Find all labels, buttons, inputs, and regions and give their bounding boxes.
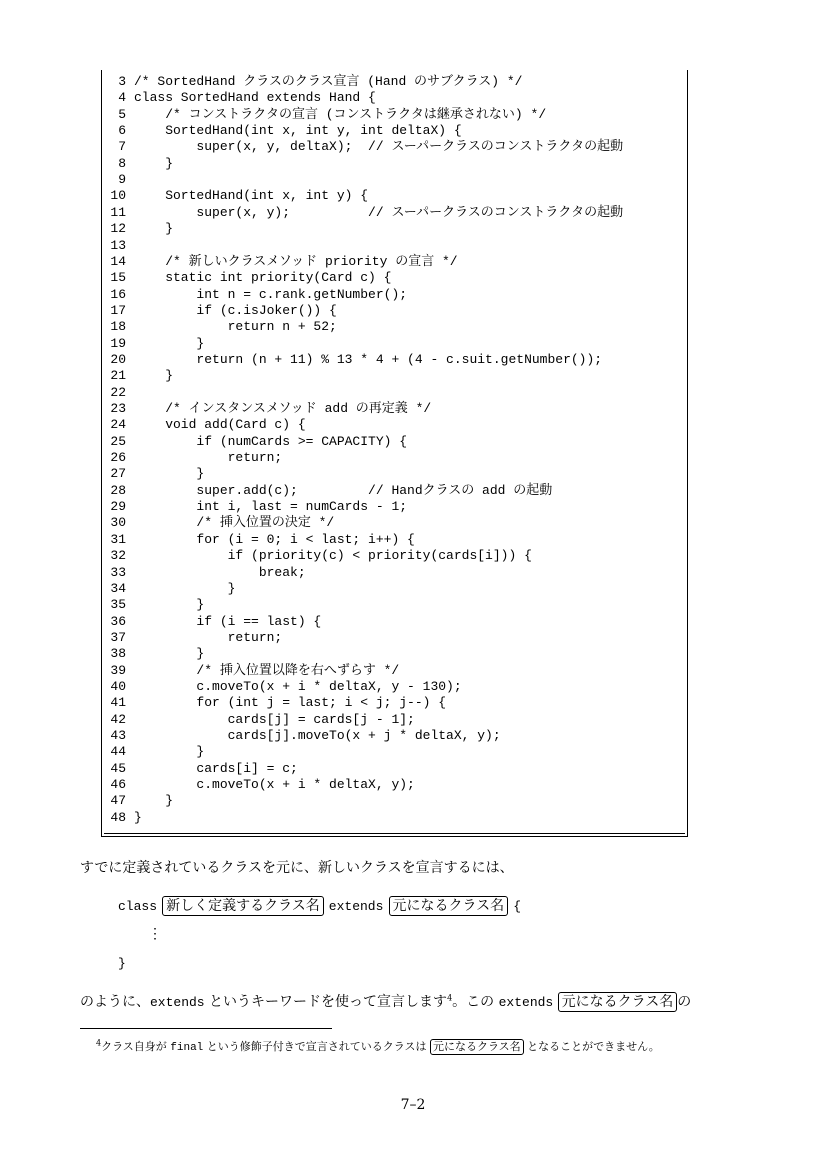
code-text: } [134,597,205,613]
code-line [102,777,415,793]
footnote-base-class-name-box: 元になるクラス名 [430,1039,524,1055]
code-line [102,466,204,482]
code-text: for (i = 0; i < last; i++) { [134,531,415,547]
code-listing [101,70,688,837]
code-text: void add(Card c) { [134,417,306,433]
code-text: int n = c.rank.getNumber(); [134,286,408,302]
code-text: cards[j] = cards[j - 1]; [134,711,415,727]
code-text: return; [134,450,283,466]
code-text: } [134,580,236,596]
footnote-number: 4 [96,1038,102,1048]
intro-paragraph: すでに定義されているクラスを元に、新しいクラスを宣言するには、 [80,860,514,876]
code-line [102,434,407,450]
code-line [102,139,623,155]
line-number: 14 [110,253,126,269]
code-line [102,630,282,646]
footnote-mark: 4 [447,993,453,1003]
line-number: 20 [110,351,126,367]
line-number: 30 [110,515,126,531]
footnote-rule [80,1028,332,1029]
line-number: 35 [110,597,126,613]
code-line [102,646,204,662]
code-text: /* 新しいクラスメソッド priority の宣言 */ [134,253,458,269]
line-number: 6 [118,123,126,139]
line-number: 31 [110,531,126,547]
code-line [102,581,235,597]
code-line [102,90,376,106]
code-text [126,172,134,187]
code-line [102,744,204,760]
line-number: 3 [118,74,126,89]
line-number: 5 [118,106,126,122]
code-text: super.add(c); // Handクラスの add の起動 [134,482,553,498]
code-line [102,352,602,368]
footnote-part-2: という修飾子付きで宣言されているクラスは [203,1040,430,1053]
code-line [102,499,407,515]
code-line [102,205,623,221]
line-number: 4 [118,90,126,106]
code-line [102,385,134,401]
code-text: return n + 52; [134,319,337,335]
line-number: 17 [110,302,126,318]
code-line [102,303,337,319]
code-line [102,254,458,270]
explain-part-1: のように、 [80,994,150,1010]
code-line [102,483,552,499]
line-number: 25 [110,433,126,449]
footnote [96,1038,660,1055]
explain-part-2: というキーワードを使って宣言します [204,994,448,1010]
code-text: } [134,646,205,662]
code-text: if (c.isJoker()) { [134,302,337,318]
code-text: return; [134,629,283,645]
line-number: 18 [110,319,126,335]
line-number: 28 [110,482,126,498]
code-line [102,188,368,204]
code-text: /* SortedHand クラスのクラス宣言 (Hand のサブクラス) */ [134,74,523,89]
explain-part-3: 。この [452,994,499,1010]
code-text: } [134,744,205,760]
code-text: c.moveTo(x + i * deltaX, y); [134,777,415,793]
code-line [102,565,306,581]
line-number: 9 [118,172,126,188]
code-text: } [134,221,174,237]
line-number: 48 [110,809,126,825]
extends-keyword: extends [328,899,384,914]
line-number: 15 [110,270,126,286]
code-text: cards[i] = c; [134,760,298,776]
code-text: int i, last = numCards - 1; [134,499,408,515]
code-line [102,156,173,172]
code-line [102,450,282,466]
code-text: for (int j = last; i < j; j--) { [134,695,447,711]
code-text: return (n + 11) % 13 * 4 + (4 - c.suit.getNumber()); [134,351,603,367]
code-text: /* 挿入位置の決定 */ [134,515,335,531]
class-keyword: class [118,899,158,914]
line-number: 12 [110,221,126,237]
line-number: 19 [110,335,126,351]
line-number: 26 [110,450,126,466]
code-text: /* コンストラクタの宣言 (コンストラクタは継承されない) */ [134,106,547,122]
line-number: 10 [110,188,126,204]
line-number: 42 [110,711,126,727]
open-brace: { [513,899,521,914]
code-line [102,810,142,826]
explain-part-4: の [677,994,692,1010]
code-text: } [134,793,174,809]
syntax-line-1 [118,895,521,916]
page-number: 7–2 [400,1097,426,1113]
line-number: 23 [110,401,126,416]
code-text: if (i == last) { [134,613,322,629]
code-text [126,385,134,400]
code-line [102,368,173,384]
code-line [102,761,298,777]
code-line [102,123,462,139]
line-number: 29 [110,499,126,515]
code-line [102,172,134,188]
line-number: 46 [110,777,126,793]
code-line [102,728,501,744]
code-line [102,417,306,433]
code-line [102,695,446,711]
close-brace: } [118,956,126,971]
line-number: 47 [110,793,126,809]
line-number: 32 [110,548,126,564]
line-number: 39 [110,662,126,678]
footnote-part-3: となることができません。 [523,1040,660,1053]
code-text: /* インスタンスメソッド add の再定義 */ [134,401,432,416]
code-line [102,336,204,352]
code-text: c.moveTo(x + i * deltaX, y - 130); [134,678,462,694]
code-line [102,515,334,531]
line-number: 34 [110,580,126,596]
line-number: 38 [110,646,126,662]
code-line [102,401,431,417]
code-text: break; [134,564,306,580]
new-class-name-box: 新しく定義するクラス名 [162,896,324,916]
line-number: 11 [110,204,126,220]
code-text: } [134,155,174,171]
code-text: if (numCards >= CAPACITY) { [134,433,408,449]
final-keyword: final [170,1042,204,1054]
code-line [102,74,522,90]
line-number: 40 [110,678,126,694]
code-text: /* 挿入位置以降を右へずらす */ [134,662,400,678]
code-text: SortedHand(int x, int y, int deltaX) { [134,123,462,139]
line-number: 8 [118,155,126,171]
code-text: } [134,466,205,482]
code-line [102,221,173,237]
code-line [102,270,391,286]
code-text: static int priority(Card c) { [134,270,392,286]
code-text [126,238,134,253]
line-number: 33 [110,564,126,580]
code-text: super(x, y); // スーパークラスのコンストラクタの起動 [134,204,624,220]
line-number: 7 [118,139,126,155]
footnote-part-1: クラス自身が [101,1040,171,1053]
code-line [102,712,415,728]
line-number: 27 [110,466,126,482]
explain-extends-keyword-2: extends [498,995,554,1010]
code-text: } [134,368,174,384]
explain-paragraph [80,991,691,1012]
line-number: 37 [110,629,126,645]
code-line [102,319,337,335]
code-text: class SortedHand extends Hand { [134,90,376,106]
line-number: 22 [110,384,126,400]
code-text: } [134,809,142,825]
vertical-ellipsis: ⋮ [148,926,162,942]
line-number: 13 [110,237,126,253]
code-line [102,548,532,564]
code-line [102,107,546,123]
code-line [102,238,134,254]
code-line [102,614,321,630]
code-text: cards[j].moveTo(x + j * deltaX, y); [134,728,501,743]
line-number: 24 [110,417,126,433]
explain-base-class-name-box: 元になるクラス名 [558,992,678,1012]
code-line [102,597,204,613]
line-number: 44 [110,744,126,760]
code-text: SortedHand(int x, int y) { [134,188,369,204]
code-text: } [134,335,205,351]
code-line [102,532,415,548]
line-number: 43 [110,728,126,743]
line-number: 16 [110,286,126,302]
explain-extends-keyword: extends [150,995,205,1010]
line-number: 41 [110,695,126,711]
base-class-name-box: 元になるクラス名 [389,896,509,916]
code-line [102,793,173,809]
line-number: 21 [110,368,126,384]
code-line [102,679,462,695]
code-text: if (priority(c) < priority(cards[i])) { [134,548,532,564]
line-number: 45 [110,760,126,776]
code-line [102,663,399,679]
line-number: 36 [110,613,126,629]
code-text: super(x, y, deltaX); // スーパークラスのコンストラクタの起動 [134,139,624,155]
code-line [102,287,407,303]
